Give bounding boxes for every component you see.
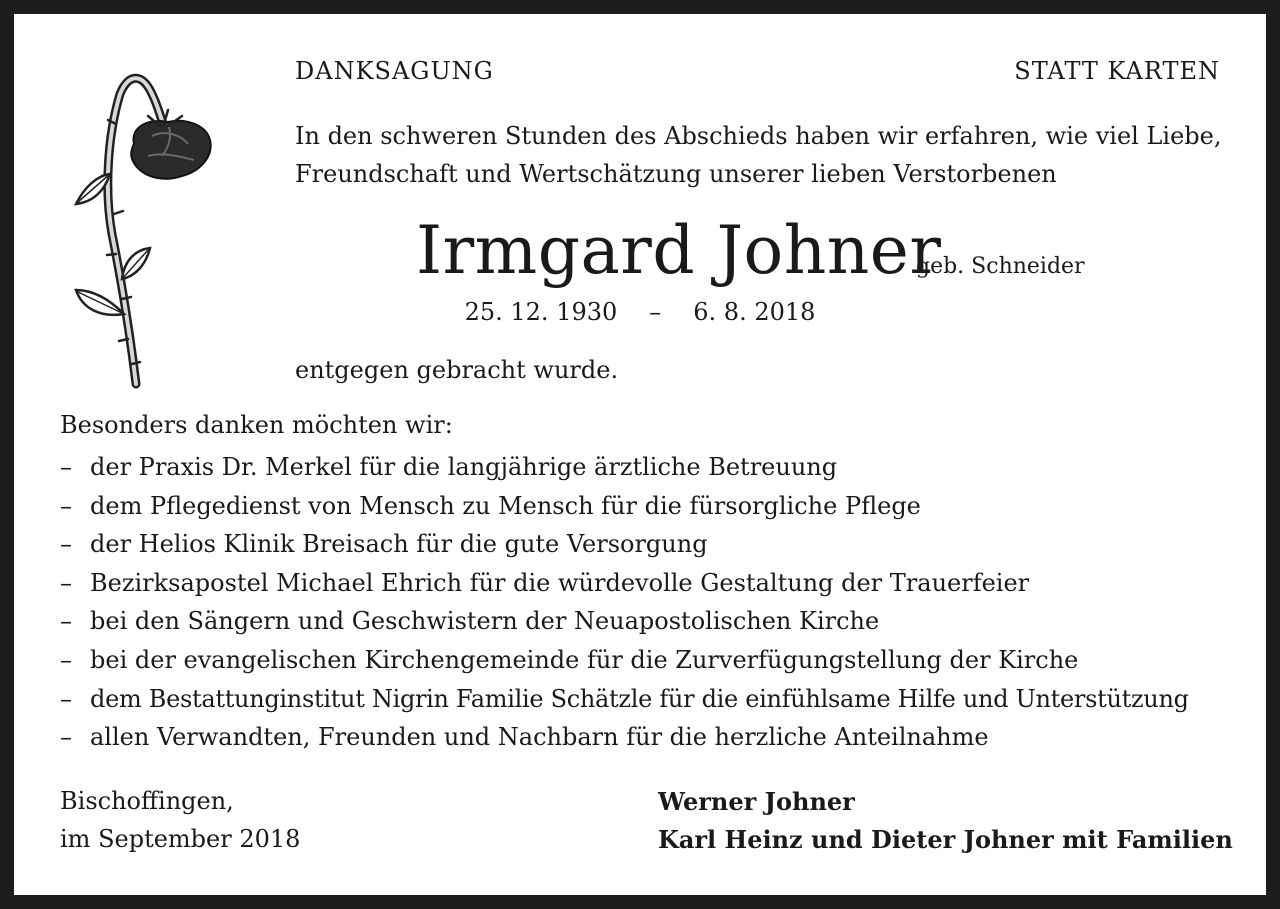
intro-line-2: Freundschaft und Wertschätzung unserer lieben Verstorbenen xyxy=(295,160,1057,188)
list-item xyxy=(60,529,1189,568)
birth-date: 25. 12. 1930 xyxy=(464,298,618,326)
list-marker: – xyxy=(60,530,72,559)
heading-statt-karten: STATT KARTEN xyxy=(1014,57,1220,85)
list-item-text: bei der evangelischen Kirchengemeinde für die Zurverfügungstellung der Kirche xyxy=(90,645,1079,674)
obituary-card xyxy=(14,14,1266,895)
list-marker: – xyxy=(60,491,72,520)
death-date: 6. 8. 2018 xyxy=(693,298,816,326)
list-item xyxy=(60,606,1189,645)
list-marker: – xyxy=(60,453,72,481)
deceased-name: Irmgard Johner xyxy=(416,212,942,289)
list-marker: – xyxy=(60,607,72,636)
list-marker: – xyxy=(60,684,72,713)
signature-2: Karl Heinz und Dieter Johner mit Familien xyxy=(658,825,1233,854)
thanks-list xyxy=(60,452,1189,761)
list-item xyxy=(60,684,1189,723)
place: Bischoffingen, xyxy=(60,787,234,815)
intro-line-3: entgegen gebracht wurde. xyxy=(295,356,619,384)
list-item xyxy=(60,452,1189,491)
list-item-text: der Helios Klinik Breisach für die gute Versorgung xyxy=(90,530,708,559)
list-item xyxy=(60,568,1189,607)
heading-danksagung: DANKSAGUNG xyxy=(295,57,494,85)
list-marker: – xyxy=(60,568,72,597)
list-item-text: Bezirksapostel Michael Ehrich für die würdevolle Gestaltung der Trauerfeier xyxy=(90,568,1030,597)
wilted-rose-icon xyxy=(64,64,214,394)
date-line: im September 2018 xyxy=(60,825,301,853)
signature-1: Werner Johner xyxy=(658,787,855,816)
list-marker: – xyxy=(60,723,72,752)
date-separator: – xyxy=(649,298,662,326)
list-item-text: allen Verwandten, Freunden und Nachbarn für die herzliche Anteilnahme xyxy=(90,723,989,752)
maiden-name: geb. Schneider xyxy=(916,254,1085,279)
list-item xyxy=(60,645,1189,684)
list-item xyxy=(60,722,1189,761)
list-item-text: bei den Sängern und Geschwistern der Neuapostolischen Kirche xyxy=(90,607,880,636)
list-item-text: dem Bestattunginstitut Nigrin Familie Schätzle für die einfühlsame Hilfe und Unterstützung xyxy=(90,684,1189,713)
list-item-text: der Praxis Dr. Merkel für die langjährige ärztliche Betreuung xyxy=(90,453,838,481)
thanks-heading: Besonders danken möchten wir: xyxy=(60,411,453,439)
intro-line-1: In den schweren Stunden des Abschieds haben wir erfahren, wie viel Liebe, xyxy=(295,122,1222,150)
list-item xyxy=(60,491,1189,530)
list-marker: – xyxy=(60,645,72,674)
life-dates xyxy=(14,298,1266,326)
list-item-text: dem Pflegedienst von Mensch zu Mensch für die fürsorgliche Pflege xyxy=(90,491,921,520)
